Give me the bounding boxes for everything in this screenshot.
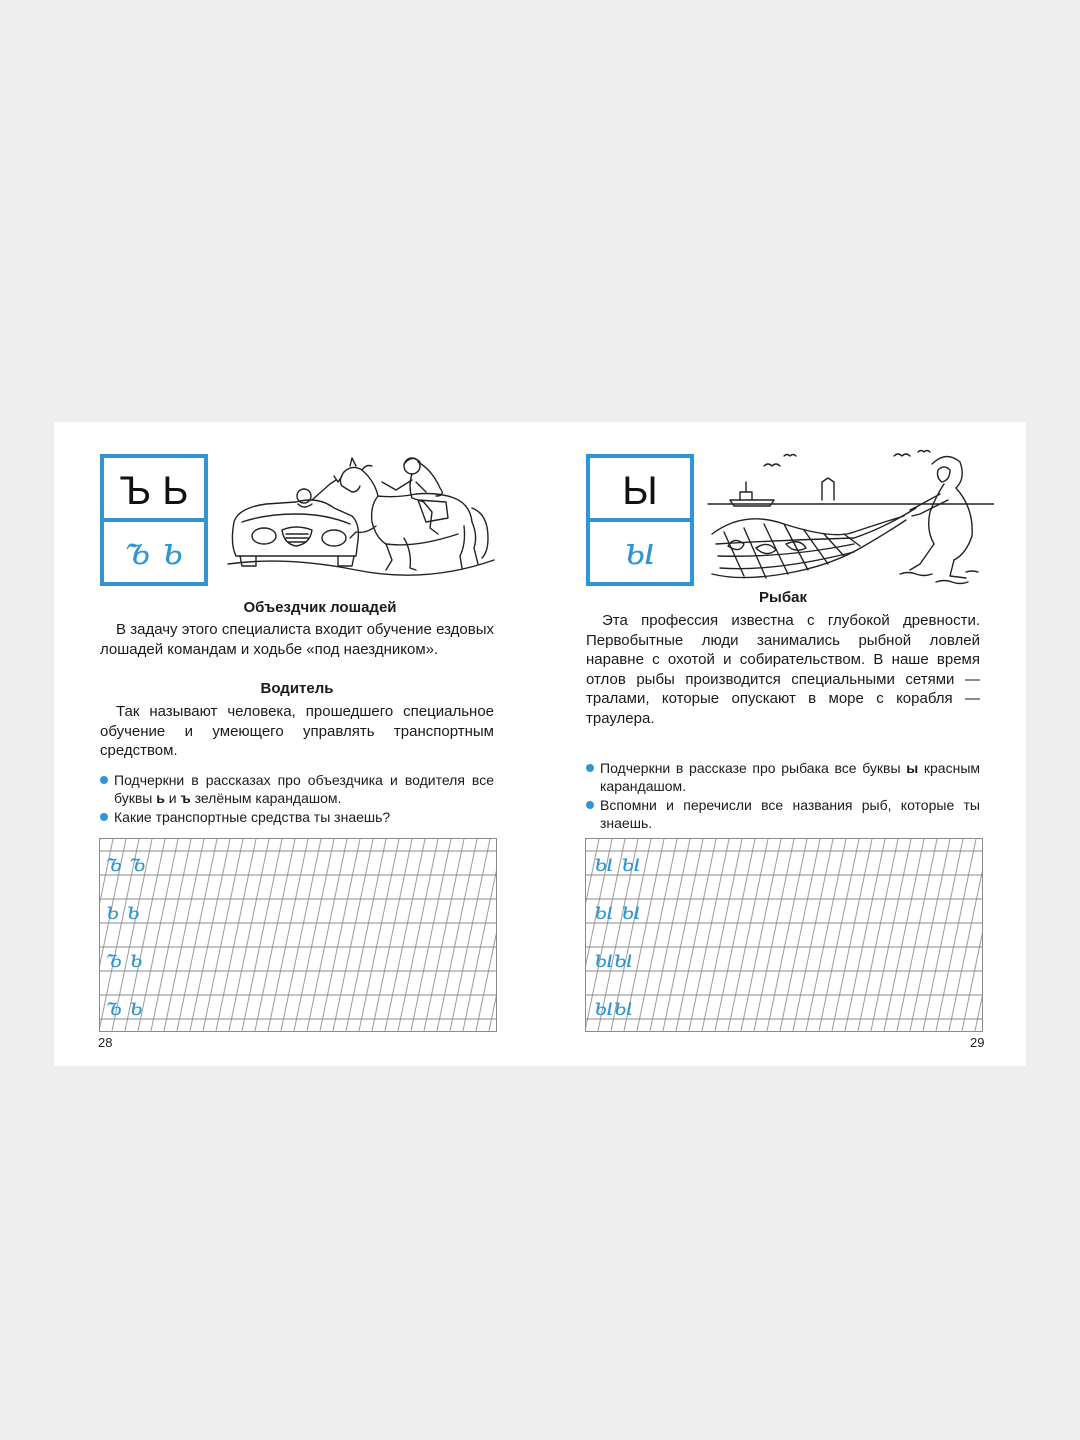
slant-guide-line [99, 839, 100, 1031]
script-letters: ъ ь [124, 529, 184, 573]
slant-guide-line [216, 839, 256, 1031]
task-underline-signs [100, 771, 494, 807]
task-text-prefix: Подчеркни в рассказе про рыбака все буквы [600, 760, 901, 776]
slant-guide-line [728, 839, 768, 1031]
slant-guide-line [190, 839, 230, 1031]
task-fish-names [586, 796, 980, 832]
page-number-right: 29 [970, 1035, 985, 1050]
task-letter-soft-sign: ь [156, 790, 165, 806]
slant-guide-line [858, 839, 898, 1031]
slant-guide-line [307, 839, 347, 1031]
slant-guide-line [871, 839, 911, 1031]
task-text-prefix: Подчеркни в рассказах про объездчика и водителя все буквы [114, 772, 494, 806]
page-number-left: 28 [98, 1035, 113, 1050]
slant-guide-line [294, 839, 334, 1031]
slant-guide-line [715, 839, 755, 1031]
horse-rider-car-illustration [226, 452, 496, 582]
slant-guide-line [203, 839, 243, 1031]
print-letters: Ъ Ь [119, 469, 189, 513]
slant-guide-line [962, 839, 983, 1031]
slant-guide-line [845, 839, 885, 1031]
slant-guide-line [897, 839, 937, 1031]
slant-guide-line [268, 839, 308, 1031]
slant-guide-line [372, 839, 412, 1031]
task-transport-question [100, 808, 494, 826]
fisherman-net-illustration [704, 444, 994, 588]
practice-row-2: ь ь [106, 897, 140, 925]
slant-guide-line [832, 839, 872, 1031]
slant-guide-line [424, 839, 464, 1031]
script-letters: ы [624, 529, 656, 573]
bullet-icon [100, 813, 108, 821]
slant-guide-line [463, 839, 497, 1031]
slant-guide-line [754, 839, 794, 1031]
letter-card-yery [586, 454, 694, 586]
slant-guide-line [333, 839, 373, 1031]
print-letters: Ы [622, 469, 658, 513]
slant-guide-line [450, 839, 490, 1031]
slant-guide-line [151, 839, 191, 1031]
practice-row-4: ыы [594, 993, 634, 1021]
task-letter-yery: ы [906, 760, 919, 776]
slant-guide-line [281, 839, 321, 1031]
slant-guide-line [806, 839, 846, 1031]
slant-guide-line [910, 839, 950, 1031]
copybook-grid-left [99, 838, 497, 1032]
slant-guide-line [437, 839, 477, 1031]
slant-guide-line [936, 839, 976, 1031]
heading-fisherman: Рыбак [759, 589, 807, 606]
slant-guide-line [177, 839, 217, 1031]
paragraph-fisherman: Эта профессия известна с глубокой древности. Первобытные люди занимались рыбной ловлей наравне с охотой и собирательством. В наше время отлов рыбы производится специальными сетями — тралами, которые опускают в море с корабля — траулера. [586, 612, 980, 727]
slant-guide-line [242, 839, 282, 1031]
slant-guide-line [229, 839, 269, 1031]
left-page [54, 422, 540, 1066]
right-page [540, 422, 1026, 1066]
paragraph-driver: Так называют человека, прошедшего специальное обучение и умеющего управлять транспортным средством. [100, 703, 494, 759]
bullet-icon [100, 776, 108, 784]
card-divider [104, 518, 204, 522]
slant-guide-line [884, 839, 924, 1031]
letter-card-hard-soft-sign [100, 454, 208, 586]
task-text: Вспомни и перечисли все названия рыб, которые ты знаешь. [600, 797, 980, 831]
slant-guide-line [476, 839, 497, 1031]
task-text-suffix: зелёным карандашом. [194, 790, 342, 806]
slant-guide-line [767, 839, 807, 1031]
heading-driver: Водитель [260, 680, 334, 697]
slant-guide-line [949, 839, 983, 1031]
card-divider [590, 518, 690, 522]
slant-guide-line [385, 839, 425, 1031]
practice-row-3: ъ ь [106, 945, 143, 973]
bullet-icon [586, 801, 594, 809]
slant-guide-line [164, 839, 204, 1031]
slant-guide-line [411, 839, 451, 1031]
practice-row-2: ы ы [594, 897, 641, 925]
task-underline-yery [586, 759, 980, 795]
slant-guide-line [663, 839, 703, 1031]
task-text: Какие транспортные средства ты знаешь? [114, 809, 391, 825]
slant-guide-line [255, 839, 295, 1031]
slant-guide-line [741, 839, 781, 1031]
bullet-icon [586, 764, 594, 772]
slant-guide-line [819, 839, 859, 1031]
slant-guide-line [793, 839, 833, 1031]
task-letter-hard-sign: ъ [180, 790, 191, 806]
slant-guide-line [637, 839, 677, 1031]
slant-guide-line [689, 839, 729, 1031]
slant-guide-line [780, 839, 820, 1031]
task-text-and: и [168, 790, 177, 806]
slant-guide-line [702, 839, 742, 1031]
slant-guide-line [320, 839, 360, 1031]
practice-row-1: ъ ъ [106, 849, 146, 877]
slant-guide-line [650, 839, 690, 1031]
slant-guide-line [923, 839, 963, 1031]
practice-row-1: ы ы [594, 849, 641, 877]
slant-guide-line [359, 839, 399, 1031]
slant-guide-line [398, 839, 438, 1031]
slant-guide-line [585, 839, 586, 1031]
heading-horse-trainer: Объездчик лошадей [243, 599, 397, 616]
practice-row-3: ыы [594, 945, 634, 973]
practice-row-4: ъ ь [106, 993, 143, 1021]
task-text-suffix: красным карандашом. [600, 760, 981, 794]
copybook-grid-right [585, 838, 983, 1032]
slant-guide-line [676, 839, 716, 1031]
slant-guide-line [346, 839, 386, 1031]
paragraph-horse-trainer: В задачу этого специалиста входит обучение ездовых лошадей командам и ходьбе «под наездником». [100, 621, 494, 658]
book-spread [54, 422, 1026, 1066]
